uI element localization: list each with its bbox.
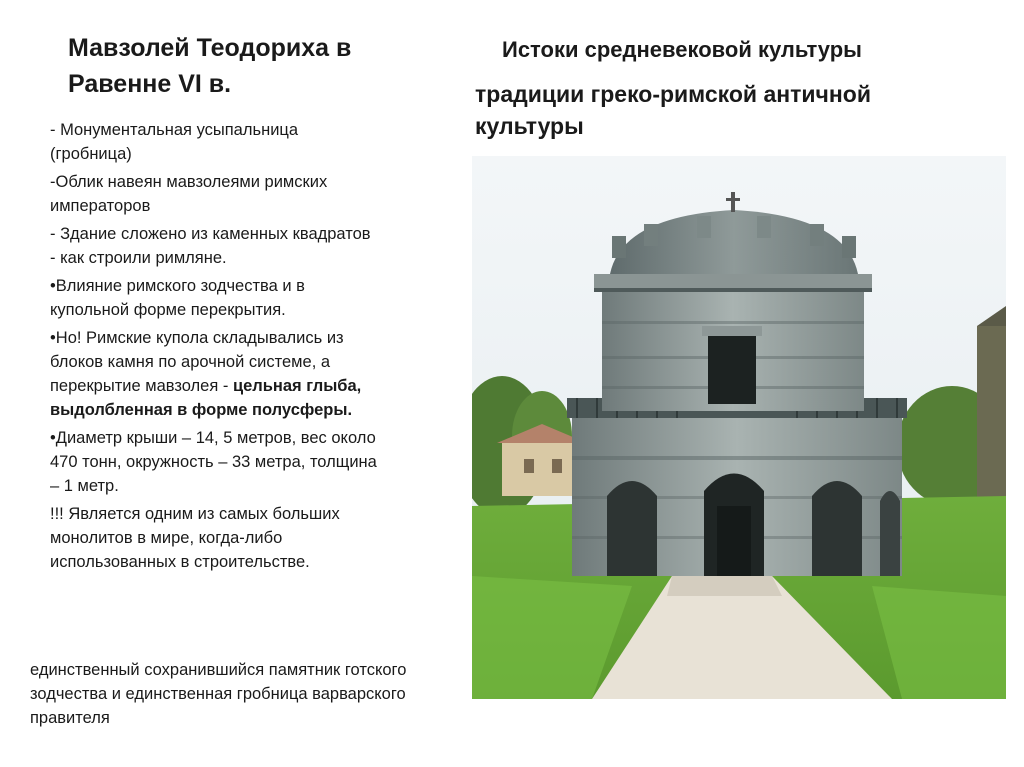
section-subtitle: традиции греко-римской античной культуры <box>475 81 871 139</box>
slide-title: Мавзолей Теодориха в Равенне VI в. <box>68 34 352 98</box>
bullet-item: •Но! Римские купола складывались из блоков камня по арочной системе, а перекрытие мавзолея - цельная глыба, выдолбленная в форме полусферы. <box>50 329 362 419</box>
bullet-item: •Влияние римского зодчества и в купольной форме перекрытия. <box>50 277 305 319</box>
bullet-item: - Монументальная усыпальница (гробница) <box>50 121 299 163</box>
bullet-item: •Диаметр крыши – 14, 5 метров, вес около 470 тонн, окружность – 33 метра, толщина – 1 метр. <box>50 429 377 495</box>
bullet-item: - Здание сложено из каменных квадратов - как строили римляне. <box>50 225 371 267</box>
bullet-list <box>50 118 380 578</box>
mausoleum-illustration <box>472 156 1006 699</box>
section-title: Истоки средневековой культуры <box>502 37 862 62</box>
footer-note: единственный сохранившийся памятник готского зодчества и единственная гробница варварского правителя <box>30 661 407 727</box>
mausoleum-photo <box>472 156 1006 699</box>
bullet-item: -Облик навеян мавзолеями римских императоров <box>50 173 328 215</box>
bullet-item: !!! Является одним из самых больших монолитов в мире, когда-либо использованных в строительстве. <box>50 505 340 571</box>
bullet-emphasis: цельная глыба, выдолбленная в форме полусферы. <box>50 377 362 419</box>
